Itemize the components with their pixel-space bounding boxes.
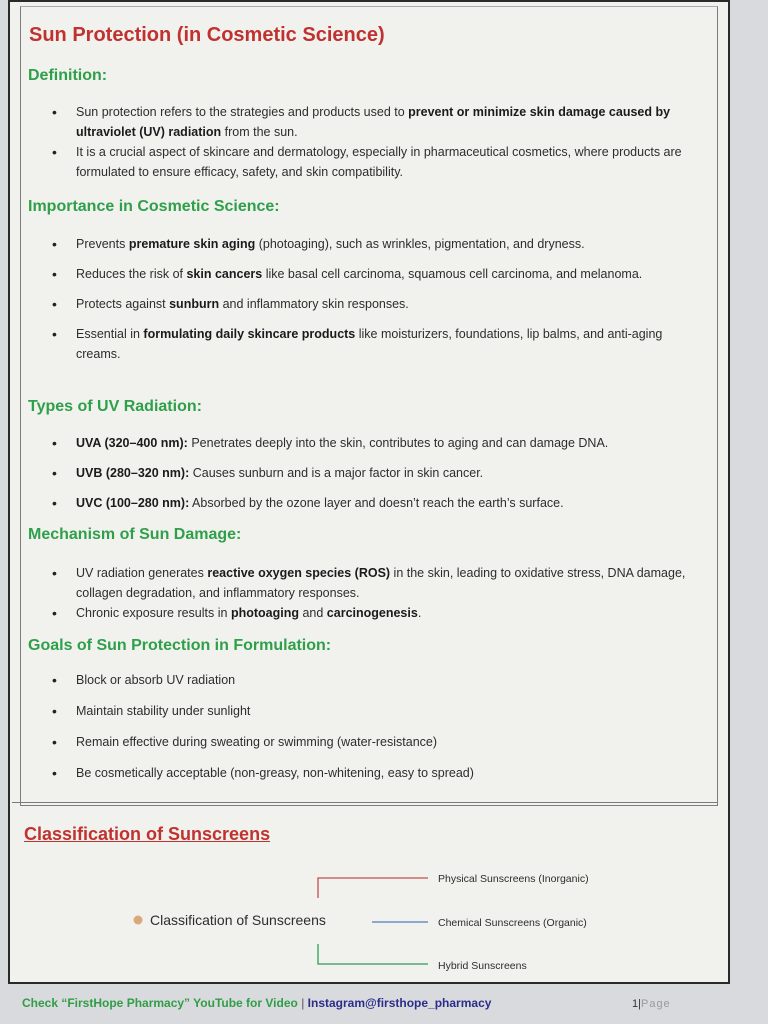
list-item: • Sun protection refers to the strategies and products used to prevent or minimize skin damage caused by ultraviolet (UV) radiation from the sun.: [28, 102, 708, 142]
footer: [22, 996, 491, 1010]
list-item: • Be cosmetically acceptable (non-greasy, non-whitening, easy to spread): [28, 763, 708, 783]
footer-separator: |: [301, 996, 305, 1010]
connector-hybrid: [318, 944, 428, 964]
list-item: • Reduces the risk of skin cancers like basal cell carcinoma, squamous cell carcinoma, and melanoma.: [28, 264, 708, 284]
branch-chemical: Chemical Sunscreens (Organic): [438, 917, 587, 929]
list-goals: [28, 670, 708, 783]
footer-instagram: Instagram@firsthope_pharmacy: [307, 996, 492, 1010]
list-item: • Prevents premature skin aging (photoaging), such as wrinkles, pigmentation, and dryness.: [28, 234, 708, 254]
classification-title: Classification of Sunscreens: [24, 824, 271, 844]
list-item: • Remain effective during sweating or swimming (water-resistance): [28, 732, 708, 752]
page-number: 1|Page: [632, 998, 671, 1010]
list-item: • It is a crucial aspect of skincare and dermatology, especially in pharmaceutical cosmetics, where products are formulated to ensure efficacy, safety, and skin compatibility.: [28, 142, 708, 182]
branch-hybrid: Hybrid Sunscreens: [438, 960, 527, 972]
list-item: • Essential in formulating daily skincare products like moisturizers, foundations, lip balms, and anti-aging creams.: [28, 324, 708, 364]
list-item: • UVA (320–400 nm): Penetrates deeply into the skin, contributes to aging and can damage DNA.: [28, 433, 708, 453]
list-item: • UVB (280–320 nm): Causes sunburn and is a major factor in skin cancer.: [28, 463, 708, 483]
list-mechanism: [28, 563, 708, 623]
list-definition: [28, 102, 708, 182]
list-importance: [28, 234, 708, 364]
list-uv-types: [28, 433, 708, 513]
list-item: • Block or absorb UV radiation: [28, 670, 708, 690]
document-page: [8, 0, 730, 984]
classification-diagram: [10, 852, 732, 1012]
section-divider: [12, 802, 718, 803]
connector-physical: [318, 878, 428, 898]
list-item: • Protects against sunburn and inflammatory skin responses.: [28, 294, 708, 314]
heading-goals: Goals of Sun Protection in Formulation:: [28, 637, 332, 654]
heading-importance: Importance in Cosmetic Science:: [28, 198, 280, 215]
diagram-root-label: Classification of Sunscreens: [150, 912, 326, 928]
list-item: • UV radiation generates reactive oxygen species (ROS) in the skin, leading to oxidative stress, DNA damage, collagen degradation, and inflammatory responses.: [28, 563, 708, 603]
list-item: • Chronic exposure results in photoaging and carcinogenesis.: [28, 603, 708, 623]
footer-youtube: Check “FirstHope Pharmacy” YouTube for Video: [22, 996, 298, 1010]
list-item: • UVC (100–280 nm): Absorbed by the ozone layer and doesn’t reach the earth’s surface.: [28, 493, 708, 513]
heading-mechanism: Mechanism of Sun Damage:: [28, 526, 242, 543]
heading-definition: Definition:: [28, 67, 108, 84]
list-item: • Maintain stability under sunlight: [28, 701, 708, 721]
heading-uv-types: Types of UV Radiation:: [28, 398, 202, 415]
diagram-bullet-icon: [134, 916, 143, 925]
branch-physical: Physical Sunscreens (Inorganic): [438, 873, 589, 885]
page-title: Sun Protection (in Cosmetic Science): [29, 24, 385, 46]
